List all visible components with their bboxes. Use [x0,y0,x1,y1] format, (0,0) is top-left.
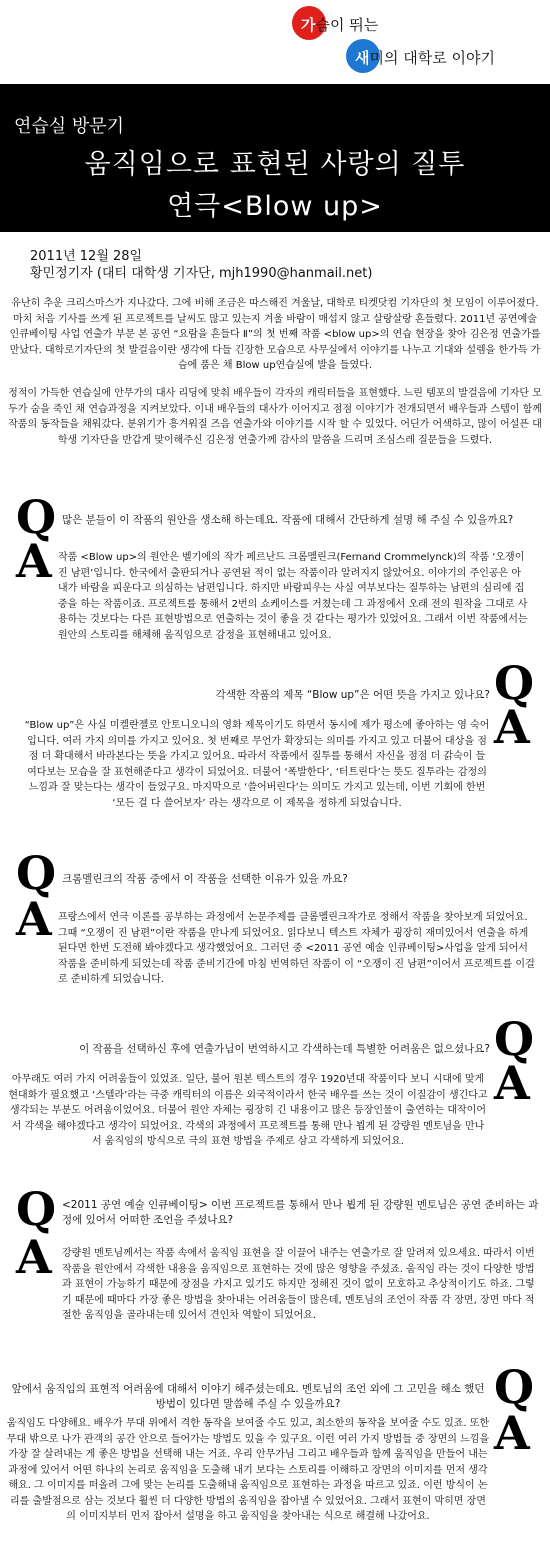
answer-a-mark: A [494,700,530,754]
question-text: <2011 공연 예술 인큐베이팅> 이번 프로젝트를 통해서 만나 뵙게 된 강량원 멘토님은 공연 준비하는 과정에 있어서 어떠한 조언을 주셨나요? [62,1199,539,1226]
intro-paragraph-1: 유난히 추운 크리스마스가 지나갔다. 그에 비해 조금은 따스해진 겨울날, 대학로 티켓닷컴 기자단의 첫 모임이 이루어졌다. 마치 처음 기사를 쓰게 된 프로젝트를 날씨도 많고 있는지 겨울 바람이 매섭지 않고 살랑살랑 흔들렸다. 2011년 공연예술 인큐베이팅 사업 연출가 부문 본 공연 “요람을 흔들다 Ⅱ”의 첫 번째 작품 <blow up>의 연습 현장을 찾아 김은정 연출가를 만났다. 대학로기자단의 첫 발걸음이란 생각에 다들 긴장한 모습으로 사무실에서 이야기를 나누고 기대와 설렘을 한가득 가슴에 품은 채 Blow up연습실에 발을 들였다. [9,298,541,371]
answer-text: 아무래도 여러 가지 어려움들이 있었죠. 일단, 불어 원본 텍스트의 경우 1920년대 작품이다 보니 시대에 맞게 현대화가 필요했고 ‘스텔라’라는 극중 캐릭터의 이름은 외국적이라서 한국 배우를 쓰는 것이 이질감이 생긴다고 생각되는 부분도 어려움이었어요. 더불어 원안 자체는 굉장히 긴 내용이고 많은 등장인물이 출연하는 대작이어서 각색을 해야겠다고 생각이 되었어요. 각색의 과정에서 프로젝트를 통해 만나 뵙게 된 강량원 멘토님을 만나서 움직임의 방식으로 극의 표현 방법을 주제로 삼고 각색하게 되었어요. [8,1074,488,1147]
question-text: 이 작품을 선택하신 후에 연출가님이 번역하시고 각색하는데 특별한 어려움은 없으셨나요? [79,1043,490,1055]
answer-a-mark: A [16,892,52,946]
answer-a-mark: A [494,1056,530,1110]
banner-title-line-1: 움직임으로 표현된 사랑의 질투 [84,149,466,180]
logo-line-1-first: 가 [301,16,316,34]
question-q-mark: Q [494,1360,535,1414]
site-logo [292,6,548,74]
question-q-mark: Q [16,490,57,544]
answer-text: 프랑스에서 연극 이론를 공부하는 과정에서 논문주제를 클롬멜린크작가로 정해서 작품을 찾아보게 되었어요. 그때 “오쟁이 진 남편”이란 작품을 만나게 되었어요. 읽다보니 텍스트 자체가 굉장히 재미있어서 연출을 하게 된다면 한번 도전해 봐야겠다고 생각했었어요. 그러던 중 <2011 공연 예술 인큐베이팅>사업을 알게 되어서 작품을 준비하게 되었는데 작품 준비기간에 마침 번역하던 작품이 이 “오쟁이 진 남편”이어서 프로젝트를 이걸로 준비하게 되었습니다. [58,912,535,985]
title-banner [0,84,550,232]
answer-text: 강량원 멘토님께서는 작품 속에서 움직임 표현을 잘 이끌어 내주는 연출가로 잘 알려져 있으세요. 따라서 이번 작품을 원안에서 각색한 내용을 움직임으로 표현하는 것에 많은 영향을 주셨죠. 움직임 라는 것이 다양한 방법과 표현이 가능하기 때문에 장점을 가지고 있기도 하지만 정해진 것이 없이 모호하고 추상적이기도 하죠. 그렇기 때문에 때마다 가장 좋은 방법을 찾아내는 어려움들이 많은데, 멘토님의 조언이 작품 각 장면, 장면 마다 적절한 움직임을 골라내는데 있어서 견인차 역할이 되었어요. [62,1248,535,1321]
answer-text: “Blow up”은 사실 미켈란젤로 안토니오니의 영화 제목이기도 하면서 동시에 제가 평소에 좋아하는 영 숙어 입니다. 여러 가지 의미를 가지고 있어요. 첫 번째로 무언가 확장되는 의미를 가지고 있고 더불어 대상을 점점 더 확대해서 바라본다는 뜻을 가지고 있어요. 따라서 작품에서 질투를 통해서 자신을 점점 더 갉숙이 들여다보는 모습을 잘 표현해준다고 생각이 되었어요. 더불어 ‘폭발한다’, ‘터트린다’는 뜻도 질투라는 감정의 느낌과 잘 맞는다는 생각이 들었구요. 마지막으로 ‘쓸어버린다’는 의미도 가지고 있는데, 이번 기회에 한번 ‘모든 걸 다 쓸어보자’ 라는 생각으로 이 제목을 정하게 되었습니다. [24,720,490,809]
answer-a-mark: A [16,534,52,588]
question-text: 각색한 작품의 제목 “Blow up”은 어떤 뜻을 가지고 있나요? [215,689,490,701]
question-text: 앞에서 움직임의 표현적 어려움에 대해서 이야기 해주셨는데요. 멘토님의 조언 외에 그 고민을 해소 했던 방법이 있다면 말씀해 주실 수 있을까요? [11,1383,485,1410]
byline [30,248,372,282]
answer-a-mark: A [16,1230,52,1284]
question-q-mark: Q [16,1182,57,1236]
banner-title-line-2: 연극<Blow up> [167,191,383,222]
answer-a-mark: A [494,1406,530,1460]
question-q-mark: Q [494,1012,535,1066]
answer-text: 움직임도 다양해요. 배우가 무대 위에서 격한 동작을 보여줄 수도 있고, 최소한의 동작을 보여줄 수도 있죠. 또한 무대 밖으로 나가 관객의 공간 안으로 들어가는 방법도 있을 수 있구요. 이런 여러 가지 방법들 중 장면의 느낌을 가장 잘 살려내는 게 좋은 방법을 선택해 내는 거죠. 우리 안무가님 그리고 배우들과 함께 움직임을 만들어 내는 과정에 있어서 어떤 하나의 논리로 움직임을 도출해 내기 보다는 스토리를 이해하고 장면의 이미지를 먼저 생각해요. 그 이미지를 떠올려 그에 맞는 논리를 도출해내 움직임으로 표현하는 과정을 따르고 있죠. 이런 방식이 논리를 출발점으로 삼는 것보다 훨씬 더 다양한 방법의 움직임을 잡아낼 수 있었어요. 그래서 표현이 막히면 장면의 이미지부터 먼저 잡아서 설명을 하고 움직임을 찾아내는 식으로 해결해 나갔어요. [6,1418,490,1522]
question-q-mark: Q [494,656,535,710]
logo-line-2 [355,47,495,68]
question-q-mark: Q [16,846,57,900]
intro-paragraph-2: 정적이 가득한 연습실에 안무가의 대사 리딩에 맞춰 배우들이 각자의 캐릭터들을 표현했다. 느린 템포의 발걸음에 기자단 모두가 숨을 죽인 채 연습과정을 지켜보았다. 이내 배우들의 대사가 이어지고 점점 이야기가 전개되면서 배우들과 스텝이 함께 작품의 동작들을 채워갔다. 분위기가 흥겨워질 즈음 연출가와 이야기를 시작 할 수 있었다. 어딘가 어색하고, 많이 어설픈 대학생 기자단을 반갑게 맞이해주신 김은정 연출가께 감사의 말씀을 드리며 조심스레 질문들을 드렸다. [8,388,542,446]
logo-line-2-rest: 미의 대학로 이야기 [369,49,495,67]
logo-line-2-first: 새 [355,49,370,67]
question-text: 크롬멜린크의 작품 중에서 이 작품을 선택한 이유가 있을 까요? [62,873,348,885]
article-author: 황민정기자 (대티 대학생 기자단, mjh1990@hanmail.net) [30,266,373,281]
article-date: 2011년 12월 28일 [30,249,143,264]
question-text: 많은 분들이 이 작품의 원안을 생소해 하는데요. 작품에 대해서 간단하게 설명 해 주실 수 있을까요? [62,514,514,526]
answer-text: 작품 <Blow up>의 원안은 벨기에의 작가 페르난드 크롬멜린크(Fernand Crommelynck)의 작품 ‘오쟁이 진 남편’입니다. 한국에서 출판되거나 공연된 적이 없는 작품이라 알려지지 않았어요. 이야기의 주인공은 아내가 바람을 피운다고 의심하는 남편입니다. 하지만 바람피우는 사실 여부보다는 질투하는 남편의 심리에 집중을 하는 작품이죠. 프로젝트를 통해서 2번의 쇼케이스를 거쳤는데 그 과정에서 오래 전의 원작을 그대로 사용하는 것보다는 다른 표현방법으로 연출하는 것이 좋을 것 같다는 평가가 있었어요. 그래서 이번 작품에서는 원안의 스토리를 해체해 움직임으로 감정을 표현해내고 있어요. [58,552,528,641]
banner-kicker: 연습실 방문기 [14,116,125,137]
logo-line-1 [301,14,378,35]
logo-line-1-rest: 슴이 뛰는 [315,16,379,34]
